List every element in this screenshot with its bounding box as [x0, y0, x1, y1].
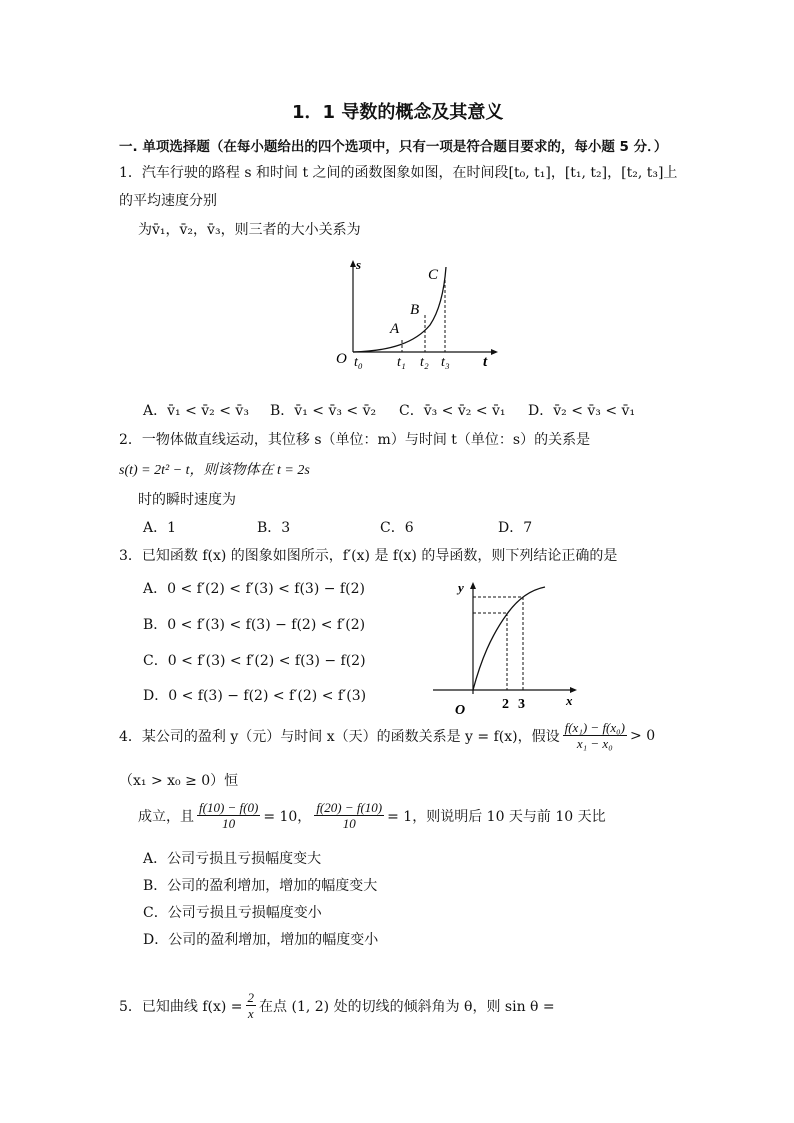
q2-option-c[interactable]: C．6: [380, 520, 414, 536]
section-heading: 一. 单项选择题（在每小题给出的四个选项中，只有一项是符合题目要求的，每小题 5 分．）: [119, 139, 668, 155]
q3-x-label: x: [566, 693, 573, 708]
q1-option-c[interactable]: C．v̄₃ < v̄₂ < v̄₁: [399, 403, 506, 419]
q3-curve: [473, 587, 545, 690]
q3-option-b[interactable]: B．0 < f′(3) < f(3) − f(2) < f′(2): [143, 617, 366, 633]
q5-frac-num: 2: [247, 990, 255, 1005]
q3-y-arrow: [470, 582, 476, 589]
q3-y-label: y: [458, 580, 464, 595]
q3-option-d[interactable]: D．0 < f(3) − f(2) < f′(2) < f′(3): [143, 688, 367, 704]
q1-tick-t3: t₃: [441, 355, 450, 370]
q4-frac3-post: = 1，则说明后 10 天与前 10 天比: [387, 808, 606, 825]
q5-stem: [119, 990, 555, 1021]
q2-stem-line2: s(t) = 2t² − t，则该物体在 t = 2s: [119, 463, 310, 478]
q1-tick-t0: t₀: [354, 355, 363, 370]
q3-stem: 3．已知函数 f(x) 的图象如图所示，f′(x) 是 f(x) 的导函数，则下列结论正确的是: [119, 548, 618, 564]
q4-frac1-num: f(x₁) − f(x₀): [564, 720, 626, 735]
q3-option-a[interactable]: A．0 < f′(2) < f′(3) < f(3) − f(2): [143, 581, 365, 597]
q1-origin: O: [336, 351, 347, 367]
q4-fraction-1: [563, 720, 627, 751]
q1-point-C: C: [428, 267, 439, 283]
q2-option-a[interactable]: A．1: [143, 520, 177, 536]
q3-graph: [425, 572, 585, 722]
q1-stem-line3: 为v̄₁，v̄₂，v̄₃，则三者的大小关系为: [138, 222, 361, 238]
q4-option-d[interactable]: D．公司的盈利增加，增加的幅度变小: [143, 932, 379, 948]
q1-x-label: t: [483, 354, 488, 370]
q4-line1-post: > 0: [630, 727, 656, 744]
q2-option-d[interactable]: D．7: [498, 520, 533, 536]
q1-tick-t2: t₂: [420, 355, 429, 370]
q3-option-c[interactable]: C．0 < f′(3) < f′(2) < f(3) − f(2): [143, 653, 366, 669]
q1-graph: [320, 255, 510, 375]
q4-option-a[interactable]: A．公司亏损且亏损幅度变大: [143, 851, 322, 867]
q4-frac1-den: x₁ − x₀: [576, 736, 613, 751]
q4-frac2-post: = 10，: [263, 808, 312, 825]
q1-y-label: s: [356, 257, 362, 272]
q3-origin: O: [455, 703, 466, 718]
q4-stem-line3: [138, 800, 606, 831]
q4-frac3-den: 10: [342, 816, 356, 831]
q4-frac2-den: 10: [222, 816, 236, 831]
q1-tick-t1: t₁: [397, 355, 406, 370]
q1-stem-line2: 的平均速度分别: [119, 193, 217, 209]
q1-option-b[interactable]: B．v̄₁ < v̄₃ < v̄₂: [270, 403, 377, 419]
q4-stem-line1: [119, 720, 655, 751]
q4-line1-pre: 4．某公司的盈利 y（元）与时间 x（天）的函数关系是 y = f(x)，假设: [119, 728, 560, 745]
q4-option-c[interactable]: C．公司亏损且亏损幅度变小: [143, 905, 322, 921]
q5-frac-den: x: [247, 1006, 254, 1021]
q1-stem-line1: 1．汽车行驶的路程 s 和时间 t 之间的函数图象如图，在时间段[t₀, t₁]，[t₁, t₂]，[t₂, t₃]上: [119, 165, 678, 181]
q4-option-b[interactable]: B．公司的盈利增加，增加的幅度变大: [143, 878, 378, 894]
q1-point-A: A: [390, 321, 400, 337]
q2-stem-line3: 时的瞬时速度为: [138, 492, 236, 508]
q5-pre: 5．已知曲线 f(x) =: [119, 998, 243, 1015]
q2-stem-line1: 2．一物体做直线运动，其位移 s（单位：m）与时间 t（单位：s）的关系是: [119, 432, 591, 448]
q1-point-B: B: [410, 302, 420, 318]
q3-tick-2: 2: [502, 697, 509, 712]
page-title: 1．1 导数的概念及其意义: [292, 102, 504, 123]
q3-tick-3: 3: [518, 697, 525, 712]
q1-option-a[interactable]: A．v̄₁ < v̄₂ < v̄₃: [143, 403, 249, 419]
q4-fraction-3: [314, 800, 384, 831]
q2-option-b[interactable]: B．3: [257, 520, 291, 536]
q5-post: 在点 (1, 2) 处的切线的倾斜角为 θ，则 sin θ =: [259, 998, 555, 1015]
q4-fraction-2: [197, 800, 260, 831]
q4-frac3-num: f(20) − f(10): [316, 800, 383, 815]
q5-fraction: [246, 990, 257, 1021]
q4-frac2-num: f(10) − f(0): [199, 800, 259, 815]
q1-option-d[interactable]: D．v̄₂ < v̄₃ < v̄₁: [528, 403, 636, 419]
q1-x-arrow: [491, 349, 498, 355]
q4-line3-pre: 成立，且: [138, 808, 194, 825]
q4-stem-line2: （x₁ > x₀ ≥ 0）恒: [119, 773, 239, 789]
